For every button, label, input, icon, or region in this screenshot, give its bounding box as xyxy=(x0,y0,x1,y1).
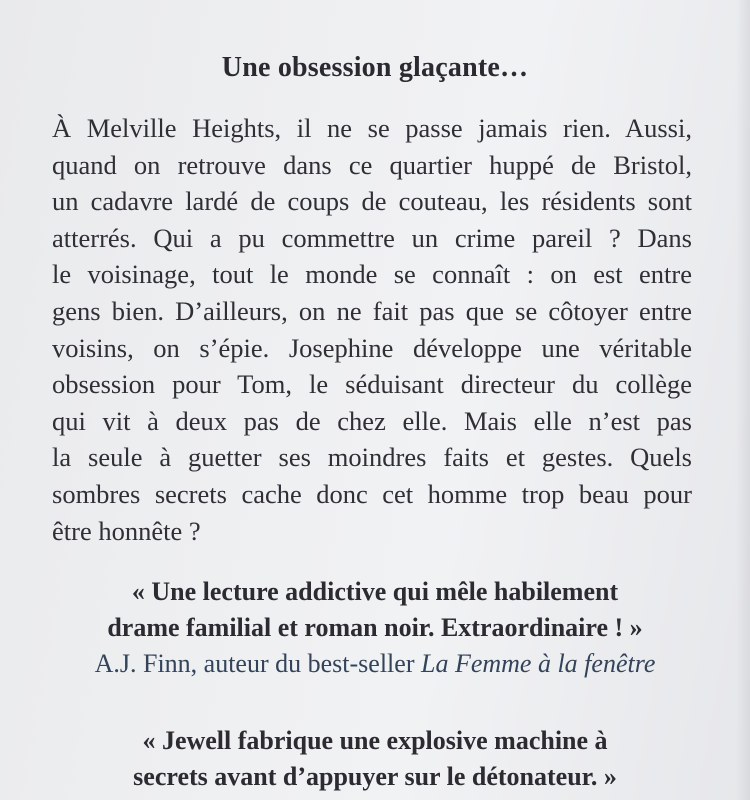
blurb-line: qui vit à deux pas de chez elle. Mais elle n’est pas xyxy=(52,405,692,436)
blurb-line: À Melville Heights, il ne se passe jamais rien. Aussi, xyxy=(52,113,692,143)
blurb-line: quand on retrouve dans ce quartier huppé de Bristol, xyxy=(52,149,692,180)
quote-attribution xyxy=(0,646,750,682)
blurb-line: sombres secrets cache donc cet homme trop beau pour xyxy=(52,478,692,509)
press-quote xyxy=(0,723,750,795)
press-quote-line: « Jewell fabrique une explosive machine à xyxy=(142,726,608,755)
press-quote xyxy=(0,574,750,682)
press-quote-line: drame familial et roman noir. Extraordinaire ! » xyxy=(107,613,643,642)
blurb-line: un cadavre lardé de coups de couteau, les résidents sont xyxy=(52,186,692,217)
blurb-line: la seule à guetter ses moindres faits et gestes. Quels xyxy=(52,442,692,473)
blurb-line: être honnête ? xyxy=(52,515,201,546)
attribution-author: A.J. Finn, auteur du best-seller xyxy=(94,649,421,678)
attribution-book-title: La Femme à la fenêtre xyxy=(420,649,656,678)
blurb-line: obsession pour Tom, le séduisant directeur du collège xyxy=(52,369,692,400)
blurb-line: atterrés. Qui a pu commettre un crime pareil ? Dans xyxy=(52,222,692,253)
blurb-line: gens bien. D’ailleurs, on ne fait pas que se côtoyer entre xyxy=(52,295,692,326)
page-edge-shadow xyxy=(736,0,750,800)
press-quote-line: secrets avant d’appuyer sur le détonateur. » xyxy=(133,762,617,791)
blurb-title: Une obsession glaçante… xyxy=(221,52,529,83)
blurb-line: voisins, on s’épie. Josephine développe une véritable xyxy=(52,332,692,363)
blurb-paragraph xyxy=(52,110,692,549)
press-quote-line: « Une lecture addictive qui mêle habilement xyxy=(131,577,619,606)
blurb-line: le voisinage, tout le monde se connaît : on est entre xyxy=(52,259,692,290)
